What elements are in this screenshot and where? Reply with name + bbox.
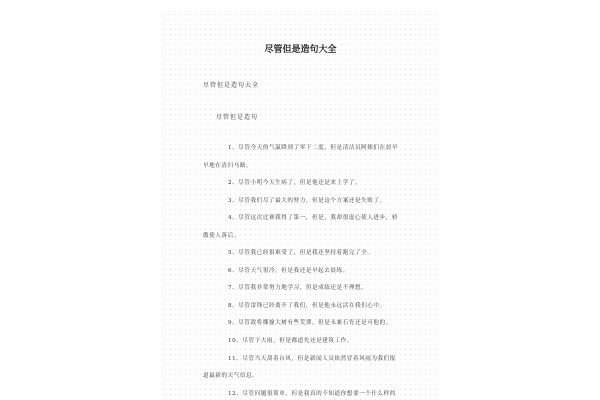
sentence-line: 12、尽管问题很简单，但是我真的不知道你想要一个什么样的 (228, 391, 396, 397)
section-heading: 尽管但是造句 (216, 114, 259, 121)
sentence-line: 7、尽管我非常努力地学习，但是成绩还是不理想。 (228, 285, 368, 291)
sentence-line: 9、尽管敌将揶揄大树有些荒谬，但是永兼石宵还是可他的。 (228, 320, 392, 326)
sentence-line: 8、尽管雷锋已经离开了我们，但是他永远活在我们心中。 (228, 303, 386, 309)
sentence-line: 早地在清扫马路。 (203, 163, 253, 169)
sentence-line: 5、尽管我已经很难受了，但是我还坚持着跑完了全。 (228, 250, 374, 256)
page-title: 尽管但是造句大全 (264, 45, 337, 55)
document-page (163, 12, 438, 400)
sentence-line: 10、尽管下大雨，但是都道先还是建筑工作。 (228, 338, 353, 344)
document-subtitle: 尽管但是造句大全 (203, 82, 260, 89)
sentence-line: 2、尽管小明今天生病了，但是他还是来上学了。 (228, 180, 362, 186)
sentence-line: 4、尽管这次比赛我得了第一，但是，我却很虚心使人进步，骄 (228, 215, 398, 221)
sentence-line: 1、尽管今天的气温降到了零下二度，但是清洁员阿姨们在晨早 (228, 145, 398, 151)
sentence-line: 傲使人落后。 (203, 233, 240, 239)
sentence-line: 道最新的天气信息。 (203, 373, 259, 379)
sentence-line: 3、尽管我们尽了最大的努力，但是这个方案还是失败了。 (228, 198, 386, 204)
sentence-line: 11、尽管当天刮着台风，但是新闻人员依然冒着风雨为我们报 (228, 356, 396, 362)
sentence-line: 6、尽管天气很冷，但是我还是早起去晨练。 (228, 268, 349, 274)
